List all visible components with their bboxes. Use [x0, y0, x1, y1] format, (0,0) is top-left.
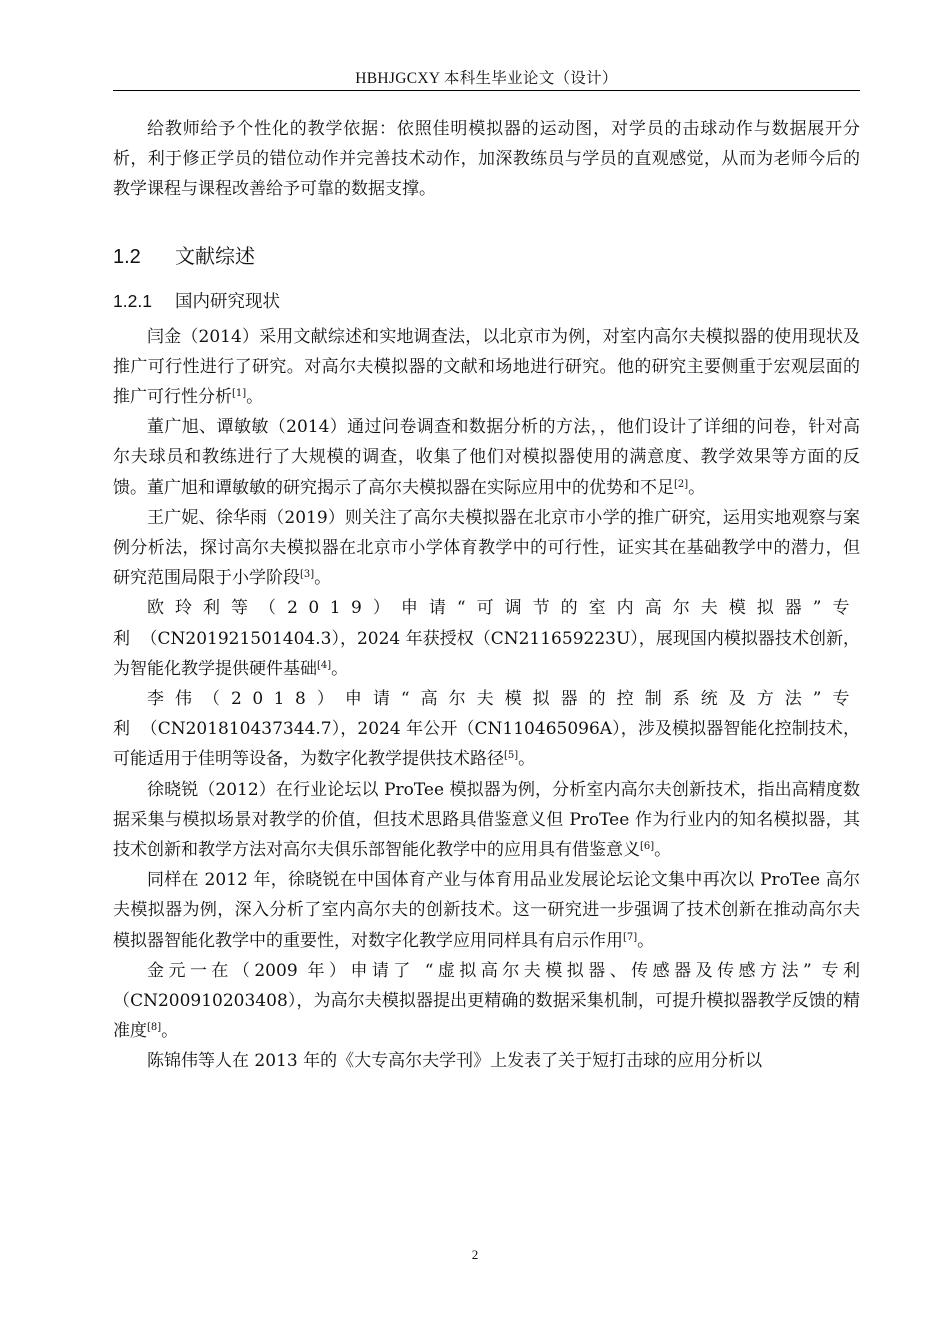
- paragraph-4: [113, 593, 860, 684]
- citation-5: [5]: [504, 750, 519, 762]
- section-number: 1.2: [113, 245, 141, 268]
- citation-4: [4]: [317, 659, 332, 671]
- paragraph-9: [113, 1046, 860, 1076]
- subsection-title: 国内研究现状: [175, 291, 280, 312]
- paragraph-text: 同样在 2012 年，徐晓锐在中国体育产业与体育用品业发展论坛论文集中再次以 ProTee 高尔夫模拟器为例，深入分析了室内高尔夫的创新技术。这一研究进一步强调了技术创新在推动高尔夫模拟器智能化教学中的重要性，对数字化教学应用同样具有启示作用: [113, 870, 860, 951]
- citation-1: [1]: [232, 388, 247, 400]
- paragraph-5: [113, 684, 860, 775]
- section-heading: [113, 242, 860, 271]
- paragraph-end: 。: [637, 930, 655, 951]
- paragraph-7: [113, 865, 860, 956]
- paragraph-end: 。: [518, 749, 536, 770]
- page-number: 2: [471, 1247, 479, 1262]
- subsection-number: 1.2.1: [113, 290, 152, 311]
- paragraph-6: [113, 775, 860, 866]
- intro-paragraph: 给教师给予个性化的教学依据：依照佳明模拟器的运动图，对学员的击球动作与数据展开分析，利于修正学员的错位动作并完善技术动作，加深教练员与学员的直观感觉，从而为老师今后的教学课程与课程改善给予可靠的数据支撑。: [113, 119, 860, 200]
- paragraph-text: 王广妮、徐华雨（2019）则关注了高尔夫模拟器在北京市小学的推广研究，运用实地观察与案例分析法，探讨高尔夫模拟器在北京市小学体育教学中的可行性，证实其在基础教学中的潜力，但研究范围局限于小学阶段: [113, 507, 860, 589]
- paragraph-end: 。: [246, 387, 264, 408]
- header-divider: [113, 90, 860, 91]
- citation-8: [8]: [147, 1022, 162, 1034]
- paragraph-text: 陈锦伟等人在 2013 年的《大专高尔夫学刊》上发表了关于短打击球的应用分析以: [147, 1051, 763, 1072]
- citation-7: [7]: [623, 931, 638, 943]
- document-body: [113, 114, 860, 1077]
- paragraph-2: [113, 412, 860, 503]
- paragraph-end: 。: [314, 568, 332, 589]
- subsection-heading: [113, 287, 860, 316]
- paragraph-text: 闫金（2014）采用文献综述和实地调查法，以北京市为例，对室内高尔夫模拟器的使用现状及推广可行性进行了研究。对高尔夫模拟器的文献和场地进行研究。他的研究主要侧重于宏观层面的推广可行性分析: [113, 326, 860, 408]
- paragraph-end: 。: [654, 840, 672, 861]
- paragraph-text: 金元一在（2009 年）申请了 “虚拟高尔夫模拟器、传感器及传感方法” 专利（CN200910203408），为高尔夫模拟器提出更精确的数据采集机制，可提升模拟器教学反馈的精准度: [113, 960, 860, 1042]
- paragraph-1: [113, 322, 860, 413]
- paragraph-end: 。: [688, 477, 706, 498]
- page-header: HBHJGCXY 本科生毕业论文（设计）: [355, 70, 618, 87]
- citation-2: [2]: [674, 478, 689, 490]
- paragraph-3: [113, 503, 860, 594]
- citation-6: [6]: [640, 841, 655, 853]
- paragraph-lead: 李伟（2018）申请“高尔夫模拟器的控制系统及方法”专利: [113, 689, 860, 740]
- paragraph-text: （CN201810437344.7），2024 年公开（CN110465096A），涉及模拟器智能化控制技术，可能适用于佳明等设备，为数字化教学提供技术路径: [113, 719, 861, 770]
- section-title: 文献综述: [175, 243, 255, 268]
- paragraph-lead: 欧玲利等（2019）申请“可调节的室内高尔夫模拟器”专利: [113, 598, 860, 649]
- paragraph-text: （CN201921501404.3），2024 年获授权（CN211659223U），展现国内模拟器技术创新，为智能化教学提供硬件基础: [113, 628, 860, 679]
- paragraph-8: [113, 956, 860, 1047]
- paragraph-text: 徐晓锐（2012）在行业论坛以 ProTee 模拟器为例，分析室内高尔夫创新技术，指出高精度数据采集与模拟场景对教学的价值，但技术思路具借鉴意义但 ProTee 作为行业内的知名模拟器，其技术创新和教学方法对高尔夫俱乐部智能化教学中的应用具有借鉴意义: [113, 779, 860, 861]
- citation-3: [3]: [300, 569, 315, 581]
- paragraph-end: 。: [331, 658, 349, 679]
- paragraph-text: 董广旭、谭敏敏（2014）通过问卷调查和数据分析的方法，，他们设计了详细的问卷，针对高尔夫球员和教练进行了大规模的调查，收集了他们对模拟器使用的满意度、教学效果等方面的反馈。董广旭和谭敏敏的研究揭示了高尔夫模拟器在实际应用中的优势和不足: [113, 417, 860, 498]
- paragraph-end: 。: [161, 1021, 179, 1042]
